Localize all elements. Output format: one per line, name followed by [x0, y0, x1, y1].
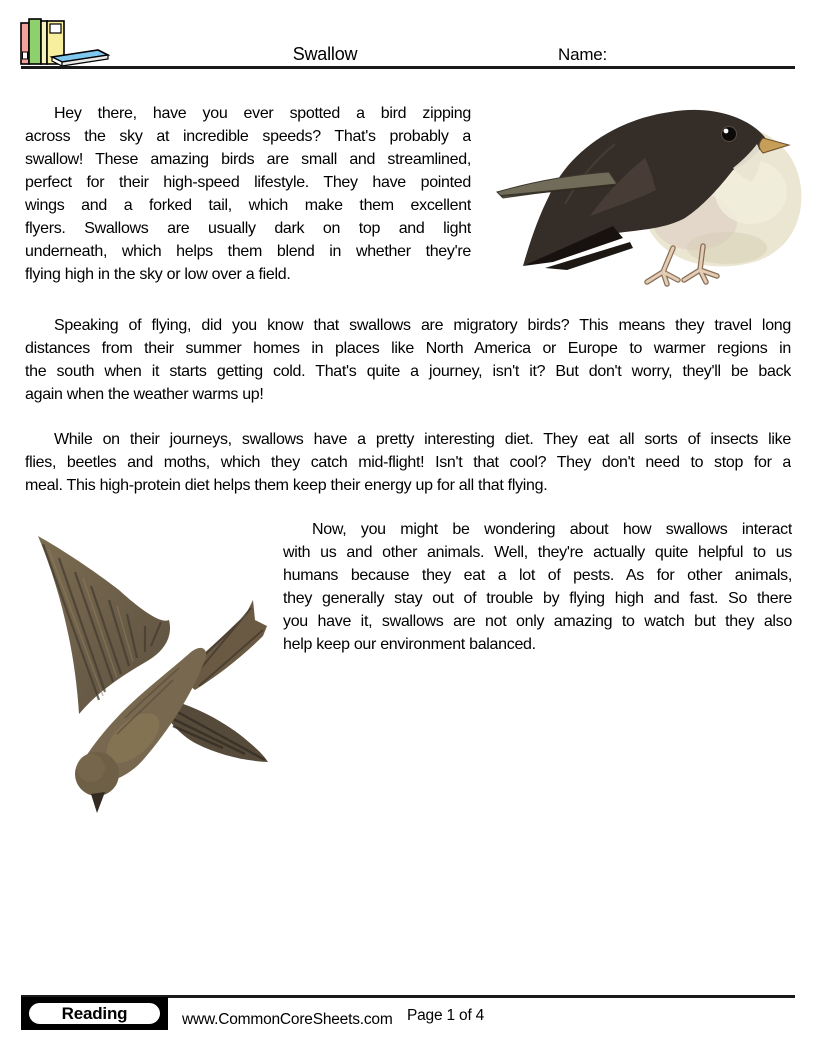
text-line: perfect for their high-speed lifestyle. They have pointed [25, 174, 471, 191]
paragraph-interaction [283, 518, 792, 656]
text-line: help keep our environment balanced. [283, 636, 536, 653]
text-line: again when the weather warms up! [25, 386, 264, 403]
text-line: the south when it starts getting cold. That's quite a journey, isn't it? But don't worry, they'll be back [25, 363, 791, 380]
text-line: meal. This high-protein diet helps them keep their energy up for all that flying. [25, 477, 548, 494]
text-line: they generally stay out of trouble by flying high and fast. So there [283, 590, 792, 607]
text-line: flyers. Swallows are usually dark on top and light [25, 220, 471, 237]
page-number-label: Page 1 of 4 [407, 1007, 485, 1024]
category-badge-label: Reading [61, 1003, 128, 1023]
paragraph-diet [25, 428, 791, 497]
category-badge-pill [26, 1000, 163, 1027]
text-line: flies, beetles and moths, which they catch mid-flight! Isn't that cool? They don't need to stop for a [25, 454, 791, 471]
page-title: Swallow [292, 44, 358, 64]
flying-swallow-photo [33, 528, 270, 818]
header-rule [21, 66, 795, 69]
website-text: www.CommonCoreSheets.com [182, 1011, 393, 1028]
text-line: distances from their summer homes in places like North America or Europe to warmer regions in [25, 340, 791, 357]
category-badge [21, 997, 168, 1030]
text-line: underneath, which helps them blend in whether they're [25, 243, 471, 260]
perched-swallow-photo [495, 100, 805, 290]
text-line: with us and other animals. Well, they're actually quite helpful to us [283, 544, 792, 561]
paragraph-migration [25, 314, 791, 406]
paragraph-intro [25, 102, 471, 286]
name-label: Name: [558, 45, 608, 64]
text-line: While on their journeys, swallows have a pretty interesting diet. They eat all sorts of insects like [54, 431, 791, 448]
text-line: you have it, swallows are not only amazing to watch but they also [283, 613, 792, 630]
text-line: Now, you might be wondering about how swallows interact [312, 521, 792, 538]
text-line: across the sky at incredible speeds? That's probably a [25, 128, 471, 145]
text-line: Hey there, have you ever spotted a bird zipping [54, 105, 471, 122]
text-line: humans because they eat a lot of pests. As for other animals, [283, 567, 792, 584]
text-line: Speaking of flying, did you know that swallows are migratory birds? This means they travel long [54, 317, 791, 334]
text-line: wings and a forked tail, which make them excellent [25, 197, 471, 214]
text-line: swallow! These amazing birds are small and streamlined, [25, 151, 471, 168]
text-line: flying high in the sky or low over a field. [25, 266, 291, 283]
